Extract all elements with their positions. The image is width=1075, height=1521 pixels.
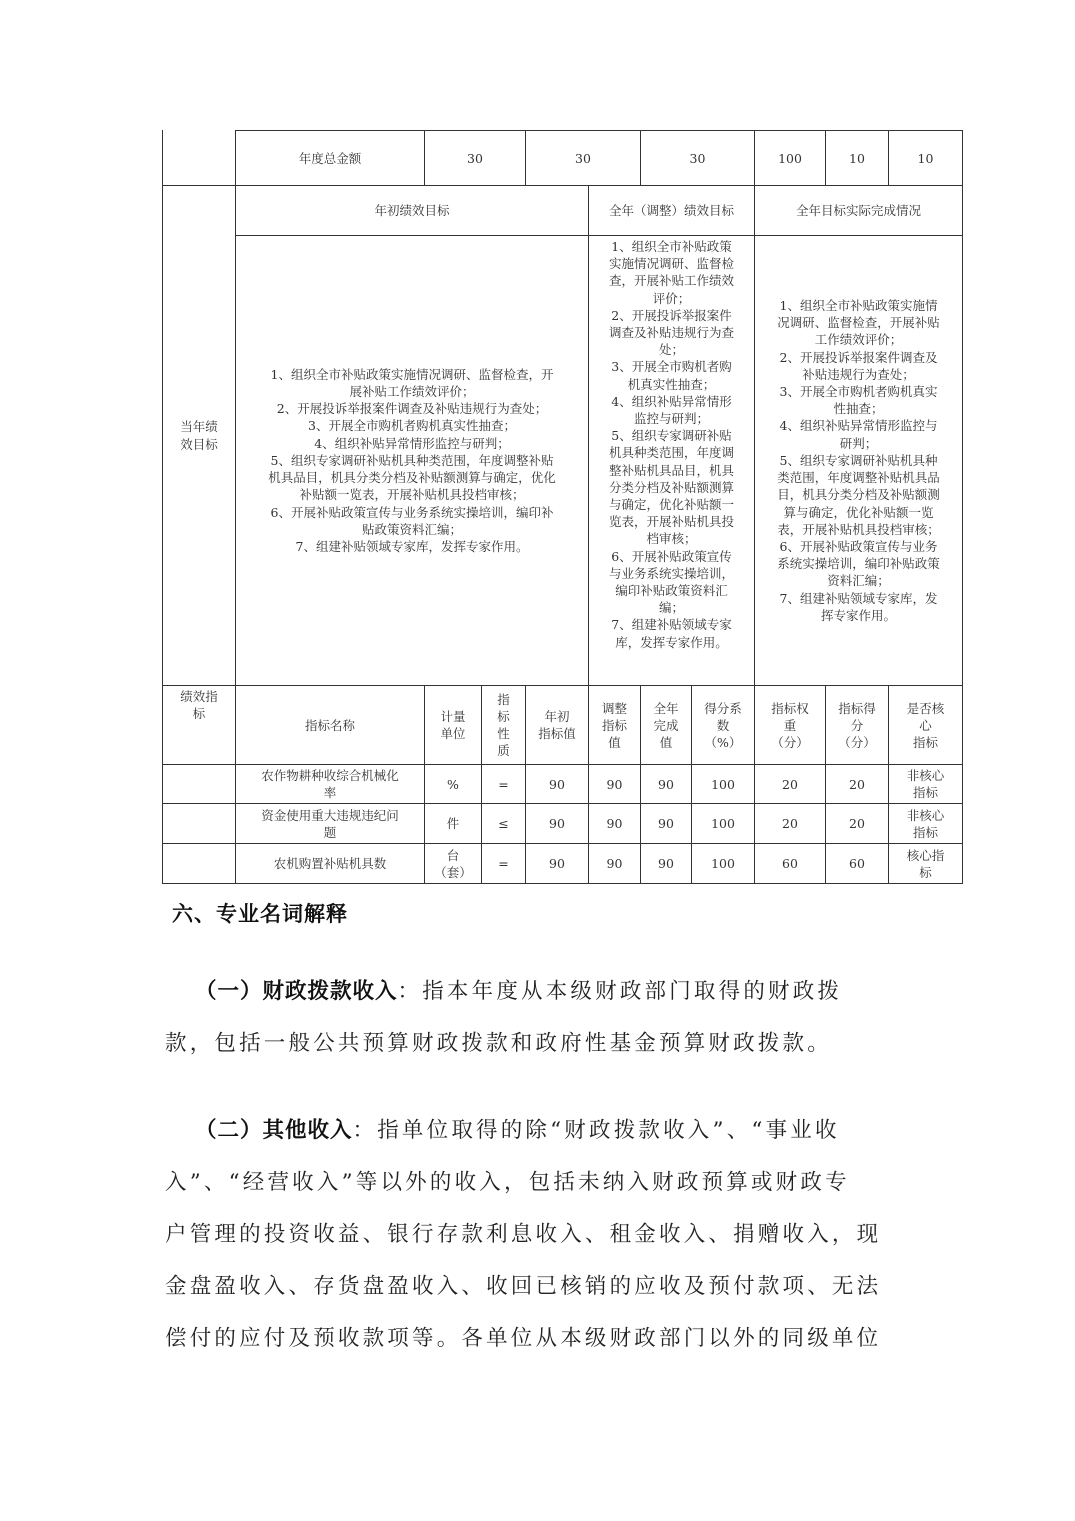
header-line: 全年 [653, 700, 679, 716]
cell-completed: 90 [658, 816, 674, 831]
cell-line: 核心指 [906, 847, 945, 863]
cell-completed: 90 [658, 776, 674, 792]
cell-score: 20 [849, 776, 865, 792]
paragraph-line [165, 1209, 900, 1261]
header-line: 指标名称 [304, 717, 355, 733]
goal-line: 库，发挥专家作用。 [615, 634, 728, 650]
paragraph-line [165, 1261, 900, 1313]
goal-line: 况调研、监督检查，开展补贴 [777, 315, 940, 331]
goal-line: 目，机具分类分档及补贴额测 [777, 487, 940, 503]
cell-weight: 20 [782, 816, 798, 831]
paragraph-line [165, 1018, 900, 1070]
header-line: 单位 [440, 726, 466, 741]
cell-line: 非核心 [906, 768, 945, 783]
goal-line: 1、组织全市补贴政策 [611, 239, 732, 254]
cell-adjusted: 90 [606, 856, 623, 871]
goal-line: 1、组织全市补贴政策实施情 [779, 298, 938, 314]
col-header-completed [641, 686, 691, 764]
header-line: 指标 [912, 734, 938, 750]
cell-line: （套） [434, 864, 472, 880]
cell-text [447, 776, 459, 793]
goal-line: 机具品目，机具分类分档及补贴额测算与确定，优化 [268, 470, 556, 486]
header-line: 计量 [440, 709, 466, 724]
cell-coef: 100 [711, 776, 735, 792]
header-line: 完成 [653, 717, 679, 733]
cell-line: 农机购置补贴机具数 [273, 856, 387, 871]
cell-core [889, 844, 962, 883]
goal-line: 处； [658, 342, 684, 358]
header-line: （分） [838, 734, 876, 750]
col-header-unit [425, 686, 481, 764]
goal-line: 补贴额一览表，开展补贴机具投档审核； [299, 487, 525, 503]
goal-line: 7、组建补贴领域专家 [611, 617, 732, 633]
header-text [771, 700, 809, 751]
col-header-nature [482, 686, 525, 764]
cell-adjusted: 90 [606, 776, 623, 792]
paragraph-text: 指本年度从本级财政部门取得的财政拨 [422, 979, 843, 1004]
cell-text [434, 847, 472, 881]
goal-line: 6、开展补贴政策宣传 [611, 548, 732, 564]
cell-coef: 100 [711, 856, 735, 871]
header-line: 指 [497, 692, 510, 707]
goal-line: 5、组织专家调研补贴 [611, 428, 732, 444]
header-text [653, 700, 678, 751]
header-line: 指标得 [838, 700, 876, 716]
header-line: 分 [850, 717, 864, 733]
goals-initial-content [236, 236, 588, 685]
cell-line: 率 [323, 785, 337, 800]
label-line: 绩效指 [180, 689, 218, 704]
header-text [440, 708, 465, 742]
header-line: 标 [497, 709, 510, 724]
paragraph-line [165, 1157, 900, 1209]
budget-value: 100 [778, 150, 802, 166]
goals-header-adjusted: 全年（调整）绩效目标 [608, 203, 734, 218]
cell-line: 件 [446, 816, 460, 831]
paragraph-text: 指单位取得的除“财政拨款收入”、“事业收 [377, 1118, 840, 1143]
cell-nature: ≤ [498, 816, 509, 831]
goal-line: 查，开展补贴工作绩效 [608, 273, 734, 289]
goal-line: 补贴违规行为查处； [802, 366, 915, 382]
goal-line: 与确定，优化补贴额一 [608, 497, 734, 513]
budget-value: 30 [689, 150, 706, 166]
goal-line: 机具种类范围，年度调 [608, 445, 734, 461]
goal-line: 监控与研判； [633, 411, 709, 427]
header-text [838, 700, 876, 751]
goal-line: 6、开展补贴政策宣传与业务系统实操培训，编印补 [270, 504, 554, 520]
goals-header-initial: 年初绩效目标 [374, 203, 450, 218]
header-text [602, 700, 627, 751]
budget-value: 10 [849, 150, 865, 166]
cell-text [274, 855, 387, 872]
label-line: 标 [192, 706, 206, 721]
header-line: 值 [608, 734, 621, 750]
goal-line: 4、组织补贴异常情形监控与研判； [314, 435, 510, 451]
goal-line: 1、组织全市补贴政策实施情况调研、监督检查，开 [270, 366, 554, 382]
indicators-section-label [163, 686, 235, 764]
goal-line: 实施情况调研、监督检 [608, 256, 734, 272]
col-header-core [889, 686, 962, 764]
goal-line: 5、组织专家调研补贴机具种 [779, 452, 938, 468]
cell-line: 非核心 [906, 807, 945, 823]
goal-line: 编印补贴政策资料汇 [615, 583, 728, 599]
goal-line: 类范围，年度调整补贴机具品 [777, 470, 940, 486]
col-header-score [826, 686, 888, 764]
cell-name [236, 844, 424, 883]
goal-line: 7、组建补贴领域专家库，发挥专家作用。 [295, 538, 529, 554]
col-header-initial [526, 686, 588, 764]
paragraph-text: 金盘盈收入、存货盘盈收入、收回已核销的应收及预付款项、无法 [165, 1274, 882, 1299]
budget-value: 30 [467, 150, 483, 166]
cell-core [889, 804, 962, 843]
header-text [704, 700, 742, 751]
header-line: （分） [771, 734, 809, 750]
header-line: 是否核 [906, 700, 945, 716]
cell-text [447, 815, 460, 832]
cell-nature: = [498, 776, 509, 792]
goal-line: 调查及补贴违规行为查 [608, 325, 734, 341]
header-line: 值 [659, 734, 673, 750]
cell-core [889, 765, 962, 803]
cell-line: 农作物耕种收综合机械化 [261, 768, 399, 783]
goals-adjusted-content [589, 236, 754, 685]
header-line: 指标值 [538, 726, 576, 741]
header-line: 调整 [601, 700, 627, 716]
paragraph-line [165, 1313, 900, 1365]
goals-section-label-text: 当年绩效目标 [180, 418, 218, 452]
grid-line [962, 130, 963, 884]
header-line: 心 [919, 717, 932, 733]
cell-coef: 100 [711, 816, 735, 831]
goal-line: 5、组织专家调研补贴机具种类范围，年度调整补贴 [270, 452, 554, 468]
cell-weight: 20 [782, 776, 798, 792]
goal-line: 3、开展全市购机者购机真实 [779, 384, 938, 400]
header-line: 性 [497, 726, 510, 741]
header-line: 得分系 [704, 700, 742, 716]
cell-line: 指标 [912, 824, 938, 840]
colon: ： [397, 979, 423, 1004]
cell-line: % [447, 776, 459, 792]
cell-line: 题 [323, 824, 337, 840]
section-heading: 六、专业名词解释 [172, 902, 348, 926]
definition-term: （一）财政拨款收入 [195, 979, 398, 1004]
cell-name [236, 765, 424, 803]
goal-line: 6、开展补贴政策宣传与业务 [779, 538, 938, 554]
paragraph-line [165, 966, 900, 1018]
goal-line: 挥专家作用。 [820, 607, 896, 623]
cell-unit [425, 765, 481, 803]
goal-line: 分类分档及补贴额测算 [608, 479, 734, 495]
goal-line: 览表，开展补贴机具投 [608, 514, 734, 530]
definition-paragraph [165, 966, 900, 1070]
cell-score: 60 [849, 856, 865, 871]
goal-line: 2、开展投诉举报案件调查及 [779, 349, 938, 365]
header-line: 指标权 [771, 700, 809, 716]
goals-section-label [163, 186, 235, 685]
header-text [907, 700, 945, 751]
goal-line: 7、组建补贴领域专家库，发 [779, 590, 938, 606]
goals-actual-lines [777, 297, 940, 624]
definition-term: （二）其他收入 [195, 1118, 353, 1143]
goal-line: 机真实性抽查； [627, 376, 716, 392]
cell-text [907, 767, 945, 801]
goal-line: 3、开展全市购机者购 [611, 359, 732, 375]
cell-text [261, 767, 399, 801]
paragraph-text: 入”、“经营收入”等以外的收入，包括未纳入财政预算或财政专 [165, 1170, 850, 1195]
cell-adjusted: 90 [606, 816, 623, 831]
cell-unit [425, 844, 481, 883]
paragraph-text: 偿付的应付及预收款项等。各单位从本级财政部门以外的同级单位 [165, 1326, 882, 1351]
cell-text [261, 807, 399, 841]
cell-text [907, 847, 945, 881]
indicators-section-label-text [180, 688, 218, 722]
goal-line: 与业务系统实操培训， [608, 565, 734, 581]
header-text [538, 708, 576, 742]
header-line: （%） [704, 734, 742, 750]
header-line: 指标 [601, 717, 627, 733]
paragraph-text: 户管理的投资收益、银行存款利息收入、租金收入、捐赠收入，现 [165, 1222, 882, 1247]
goals-actual-content [755, 236, 962, 685]
col-header-adjusted [589, 686, 640, 764]
goal-line: 2、开展投诉举报案件 [611, 307, 732, 323]
cell-line: 台 [446, 847, 460, 863]
goal-line: 3、开展全市购机者购机真实性抽查； [308, 418, 516, 434]
goal-line: 表，开展补贴机具投档审核； [777, 521, 940, 537]
cell-line: 指标 [912, 785, 938, 800]
header-line: 质 [497, 743, 510, 758]
goal-line: 展补贴工作绩效评价； [349, 384, 475, 400]
cell-unit [425, 804, 481, 843]
header-text [497, 691, 510, 759]
goal-line: 研判； [839, 435, 878, 451]
goals-adjusted-lines [609, 238, 734, 651]
goal-line: 2、开展投诉举报案件调查及补贴违规行为查处； [276, 401, 548, 417]
goal-line: 4、组织补贴异常情形监控与 [779, 418, 938, 434]
budget-value: 10 [917, 150, 934, 166]
cell-initial: 90 [549, 856, 565, 871]
col-header-name [236, 686, 424, 764]
cell-weight: 60 [782, 856, 798, 871]
paragraph-text: 款，包括一般公共预算财政拨款和政府性基金预算财政拨款。 [165, 1031, 832, 1056]
goal-line: 算与确定，优化补贴额一览 [783, 504, 934, 520]
budget-label: 年度总金额 [298, 150, 362, 166]
goals-header-actual: 全年目标实际完成情况 [795, 203, 921, 218]
col-header-weight [755, 686, 825, 764]
goal-line: 资料汇编； [827, 573, 890, 589]
header-line: 数 [716, 717, 730, 733]
col-header-coef [692, 686, 754, 764]
grid-line [162, 883, 963, 884]
goal-line: 档审核； [646, 531, 697, 547]
goal-line: 4、组织补贴异常情形 [611, 393, 732, 409]
cell-text [907, 807, 945, 841]
goal-line: 系统实操培训，编印补贴政策 [777, 556, 940, 572]
cell-nature: = [498, 856, 509, 871]
goal-line: 整补贴机具品目，机具 [608, 462, 734, 478]
cell-completed: 90 [658, 856, 674, 871]
cell-line: 资金使用重大违规违纪问 [261, 807, 399, 823]
goal-line: 性抽查； [833, 401, 884, 417]
cell-line: 标 [919, 864, 932, 880]
header-text [305, 717, 355, 734]
header-line: 重 [783, 717, 797, 733]
goals-initial-lines [268, 366, 556, 555]
goal-line: 工作绩效评价； [814, 332, 903, 348]
goal-line: 贴政策资料汇编； [361, 521, 462, 537]
header-line: 年初 [544, 709, 570, 724]
cell-initial: 90 [549, 816, 565, 831]
goal-line: 评价； [652, 290, 691, 306]
cell-initial: 90 [549, 776, 565, 792]
definition-paragraph [165, 1105, 900, 1365]
goal-line: 编； [658, 600, 684, 616]
budget-value: 30 [575, 150, 591, 166]
cell-score: 20 [849, 816, 865, 831]
cell-name [236, 804, 424, 843]
paragraph-line [165, 1105, 900, 1157]
colon: ： [352, 1118, 378, 1143]
